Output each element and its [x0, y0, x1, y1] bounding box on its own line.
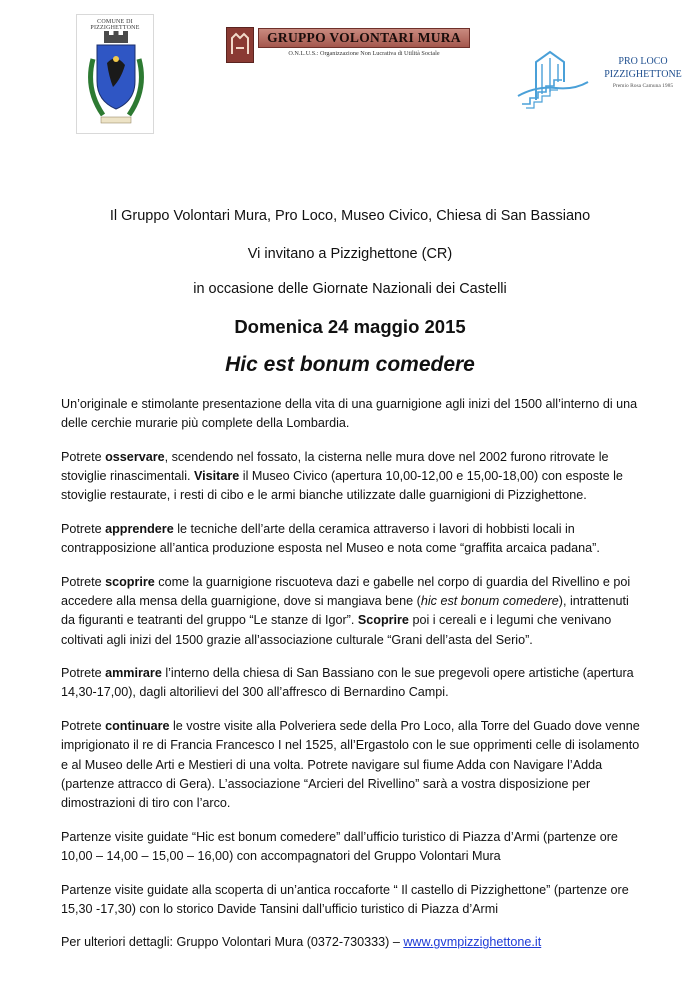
text-run: , scendendo nel fossato, la cisterna nelle mura dove nel 2002 furono ritrovate le stoviglie rinascimentali.	[61, 449, 609, 484]
paragraph-apprendere	[61, 520, 641, 558]
proloco-award: Premio Rosa Camuna 1985	[612, 83, 674, 89]
text-run: il Museo Civico (apertura 10,00-12,00 e 15,00-18,00) con esposte le stoviglie restaurate, i resti di cibo e le armi bianche utilizzate dalle guarnigioni di Pizzighettone.	[61, 469, 623, 503]
proloco-tower-icon	[516, 42, 592, 112]
event-date: Domenica 24 maggio 2015	[234, 316, 466, 337]
italic-motto: hic est bonum comedere	[420, 594, 559, 609]
paragraph-osservare	[61, 448, 641, 506]
keyword-continuare: continuare	[105, 719, 170, 734]
contact-text: Per ulteriori dettagli: Gruppo Volontari Mura (0372-730333) –	[61, 935, 404, 950]
keyword-ammirare: ammirare	[105, 666, 162, 681]
text-run: ), intrattenuti da figuranti e teatranti del gruppo “Le stanze di Igor”.	[61, 594, 629, 628]
text-run: Potrete	[61, 719, 106, 734]
coat-of-arms-icon	[83, 29, 149, 131]
keyword-apprendere: apprendere	[105, 522, 174, 537]
proloco-name-line2: PIZZIGHETTONE	[604, 69, 682, 80]
text-run: Potrete	[61, 449, 106, 464]
text-run: l’interno della chiesa di San Bassiano con le sue pregevoli opere artistiche (apertura 14,30-17,00), dagli altorilievi del 300 all’affresco di Bernardino Campi.	[61, 666, 634, 700]
text-run: come la guarnigione riscuoteva dazi e gabelle nel corpo di guardia del Rivellino e poi accedere alla mensa della guarnigione, dove si mangiava bene (	[61, 574, 631, 609]
text-run: Potrete	[61, 574, 106, 589]
proloco-logo	[516, 42, 696, 112]
intro-line-organizers: Il Gruppo Volontari Mura, Pro Loco, Museo Civico, Chiesa di San Bassiano	[109, 208, 591, 224]
keyword-osservare: osservare	[105, 449, 165, 464]
paragraph-contacts	[61, 933, 641, 952]
gvm-logo	[226, 27, 476, 65]
comune-logo-caption: COMUNE DI PIZZIGHETTONE	[90, 19, 140, 31]
keyword-scoprire-2: Scoprire	[357, 613, 409, 628]
paragraph-ammirare	[61, 664, 641, 702]
keyword-visitare: Visitare	[194, 469, 240, 484]
comune-logo	[76, 14, 154, 134]
paragraph-scoprire	[61, 573, 641, 650]
text-run: poi i cereali e i legumi che venivano coltivati agli inizi del 1500 grazie all’associazione culturale “Grani dell’asta del Serio”.	[61, 613, 612, 647]
intro-line-occasion: in occasione delle Giornate Nazionali dei Castelli	[193, 281, 507, 297]
paragraph-guided-tours-1: Partenze visite guidate “Hic est bonum comedere” dall’ufficio turistico di Piazza d’Armi (partenze ore 10,00 – 14,00 – 15,00 – 16,00) con accompagnatori del Gruppo Volontari Mura	[61, 829, 618, 863]
website-link[interactable]: www.gvmpizzighettone.it	[403, 935, 542, 950]
text-run: le vostre visite alla Polveriera sede della Pro Loco, alla Torre del Guado dove venne imprigionato il re di Francia Francesco I nel 1525, all’Ergastolo con le sue opprimenti celle di isolamento e al Museo delle Arti e Mestieri di una volta. Potrete navigare sul fiume Adda con Navigare l’Adda (partenze attracco di Gera). L’associazione “Arcieri del Rivellino” sarà a vostra disposizione per dimostrazioni di tiro con l’arco.	[61, 719, 640, 810]
gvm-logo-title: GRUPPO VOLONTARI MURA	[258, 28, 470, 48]
gvm-emblem-icon	[226, 27, 254, 63]
text-run: Potrete	[61, 666, 106, 681]
intro-line-invitation: Vi invitano a Pizzighettone (CR)	[247, 246, 453, 262]
document-body	[61, 395, 641, 967]
paragraph-intro: Un’originale e stimolante presentazione della vita di una guarnigione agli inizi del 1500 all’interno di una delle cerchie murarie più complete della Lombardia.	[61, 397, 638, 431]
proloco-name-line1: PRO LOCO	[618, 56, 668, 67]
gvm-logo-subtitle: O.N.L.U.S.: Organizzazione Non Lucrativa di Utilità Sociale	[288, 50, 440, 57]
event-motto: Hic est bonum comedere	[225, 353, 475, 376]
keyword-scoprire: scoprire	[105, 574, 155, 589]
paragraph-guided-tours-2: Partenze visite guidate alla scoperta di un’antica roccaforte “ Il castello di Pizzighettone” (partenze ore 15,30 -17,30) con lo storico Davide Tansini dall’ufficio turistico di Piazza d’Armi	[61, 882, 629, 916]
text-run: le tecniche dell’arte della ceramica attraverso i lavori di hobbisti locali in contrapposizione all’antica produzione esposta nel Museo e nota come “graffita arcaica padana”.	[61, 522, 600, 556]
text-run: Potrete	[61, 522, 106, 537]
paragraph-continuare	[61, 717, 641, 813]
